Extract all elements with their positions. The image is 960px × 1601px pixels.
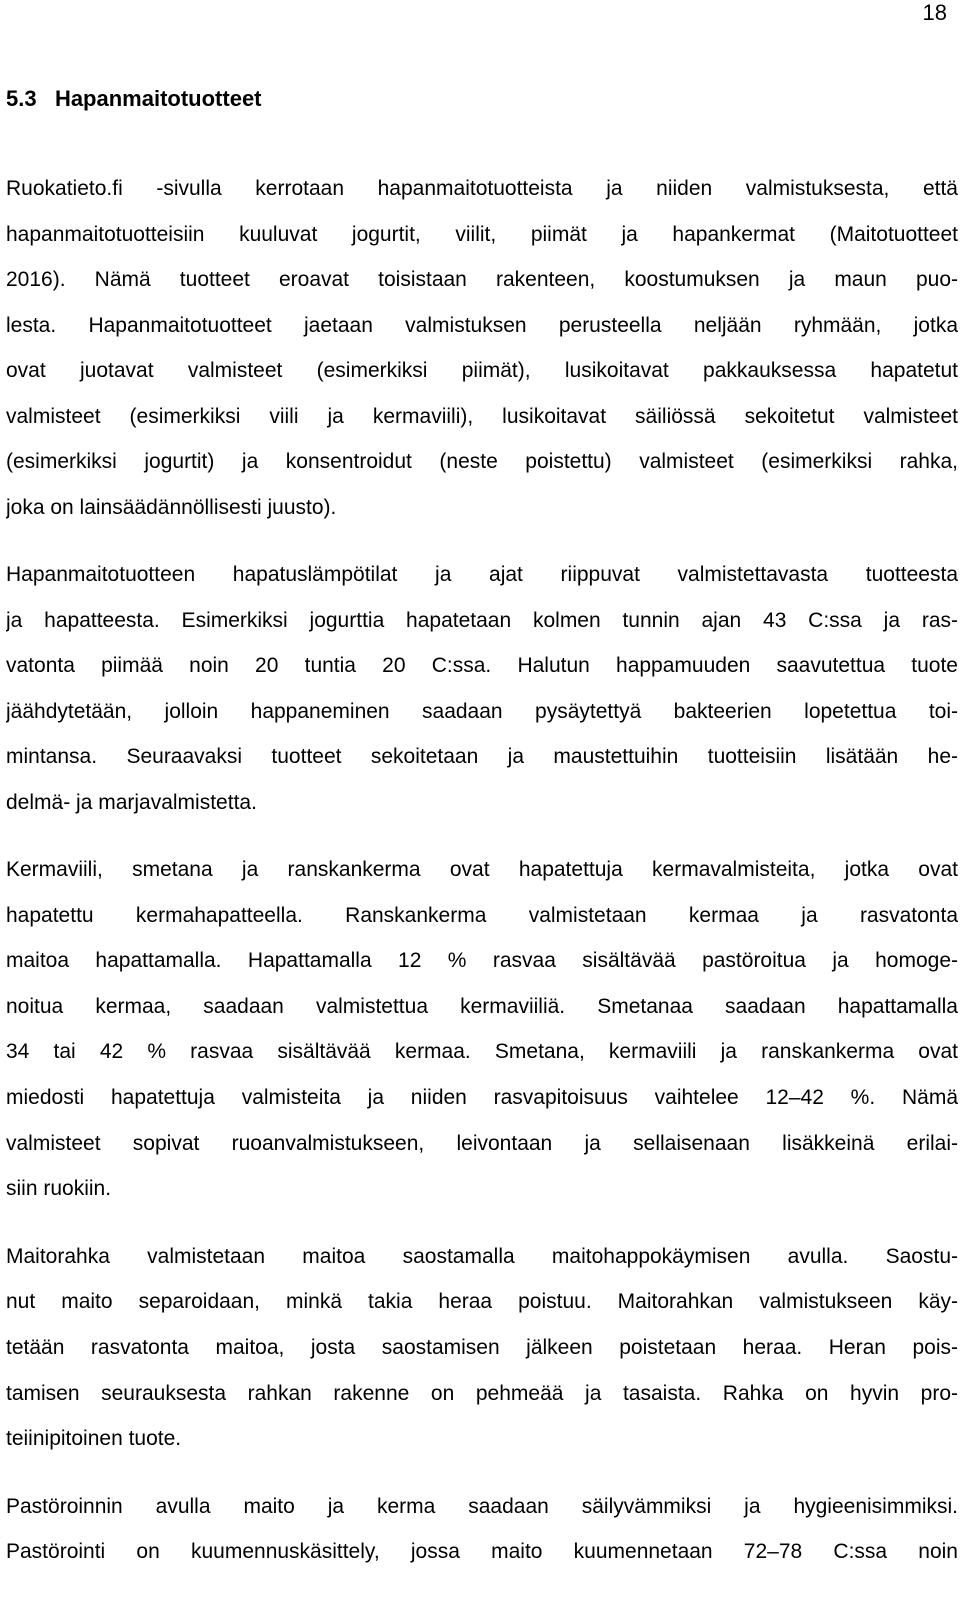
text-line: (esimerkiksi jogurtit) ja konsentroidut (neste poistettu) valmisteet (esimerkiksi rahka, <box>6 450 958 473</box>
text-line: ja hapatteesta. Esimerkiksi jogurttia hapatetaan kolmen tunnin ajan 43 C:ssa ja ras- <box>6 608 958 632</box>
body-text <box>6 171 958 1601</box>
text-line: siin ruokiin. <box>6 1177 112 1201</box>
text-line: noitua kermaa, saadaan valmistettua kermaviiliä. Smetanaa saadaan hapattamalla <box>6 994 958 1018</box>
text-line: hapanmaitotuotteisiin kuuluvat jogurtit, viilit, piimät ja hapankermat (Maitotuotteet <box>6 222 958 246</box>
page-number: 18 <box>922 0 947 25</box>
text-line: ovat juotavat valmisteet (esimerkiksi piimät), lusikoitavat pakkauksessa hapatetut <box>6 359 958 382</box>
text-line: Pastöroinnin avulla maito ja kerma saadaan säilyvämmiksi ja hygieenisimmiksi. <box>6 1494 958 1518</box>
paragraph <box>6 171 958 535</box>
text-line: tetään rasvatonta maitoa, josta saostamisen jälkeen poistetaan heraa. Heran pois- <box>6 1335 958 1359</box>
text-line: maitoa hapattamalla. Hapattamalla 12 % rasvaa sisältävää pastöroitua ja homoge- <box>6 949 958 973</box>
text-line: Maitorahka valmistetaan maitoa saostamalla maitohappokäymisen avulla. Saostu- <box>6 1244 958 1268</box>
text-line: valmisteet (esimerkiksi viili ja kermaviili), lusikoitavat säiliössä sekoitetut valmisteet <box>6 404 958 428</box>
text-line: miedosti hapatettuja valmisteita ja niiden rasvapitoisuus vaihtelee 12–42 %. Nämä <box>6 1085 958 1109</box>
section-title: Hapanmaitotuotteet <box>54 86 262 111</box>
text-line: Kermaviili, smetana ja ranskankerma ovat hapatettuja kermavalmisteita, jotka ovat <box>6 858 958 881</box>
text-line: delmä- ja marjavalmistetta. <box>6 790 257 814</box>
text-line: jäähdytetään, jolloin happaneminen saadaan pysäytettyä bakteerien lopetettua toi- <box>6 699 958 723</box>
text-line: Pastörointi on kuumennuskäsittely, jossa maito kuumennetaan 72–78 C:ssa noin <box>6 1539 958 1563</box>
text-line: nut maito separoidaan, minkä takia heraa poistuu. Maitorahkan valmistukseen käy- <box>6 1290 958 1314</box>
text-line: 2016). Nämä tuotteet eroavat toisistaan rakenteen, koostumuksen ja maun puo- <box>6 268 958 291</box>
paragraph <box>6 852 958 1217</box>
text-line: tamisen seurauksesta rahkan rakenne on pehmeää ja tasaista. Rahka on hyvin pro- <box>6 1381 958 1405</box>
text-line: joka on lainsäädännöllisesti juusto). <box>6 495 337 519</box>
text-line: hapatettu kermahapatteella. Ranskankerma valmistetaan kermaa ja rasvatonta <box>6 903 958 927</box>
text-line: Hapanmaitotuotteen hapatuslämpötilat ja ajat riippuvat valmistettavasta tuotteesta <box>6 563 958 586</box>
section-heading <box>6 86 262 112</box>
text-line: 34 tai 42 % rasvaa sisältävää kermaa. Smetana, kermaviili ja ranskankerma ovat <box>6 1040 958 1064</box>
text-line: valmisteet sopivat ruoanvalmistukseen, leivontaan ja sellaisenaan lisäkkeinä erilai- <box>6 1131 958 1155</box>
paragraph <box>6 557 958 830</box>
text-line: Ruokatieto.fi -sivulla kerrotaan hapanmaitotuotteista ja niiden valmistuksesta, että <box>6 177 958 200</box>
text-line: vatonta piimää noin 20 tuntia 20 C:ssa. Halutun happamuuden saavutettua tuote <box>6 654 958 677</box>
text-line: mintansa. Seuraavaksi tuotteet sekoitetaan ja maustettuihin tuotteisiin lisätään he- <box>6 745 958 768</box>
paragraph <box>6 1489 958 1579</box>
text-line: lesta. Hapanmaitotuotteet jaetaan valmistuksen perusteella neljään ryhmään, jotka <box>6 313 958 337</box>
paragraph <box>6 1239 958 1467</box>
text-line: teiinipitoinen tuote. <box>6 1427 182 1451</box>
section-number: 5.3 <box>6 86 37 111</box>
